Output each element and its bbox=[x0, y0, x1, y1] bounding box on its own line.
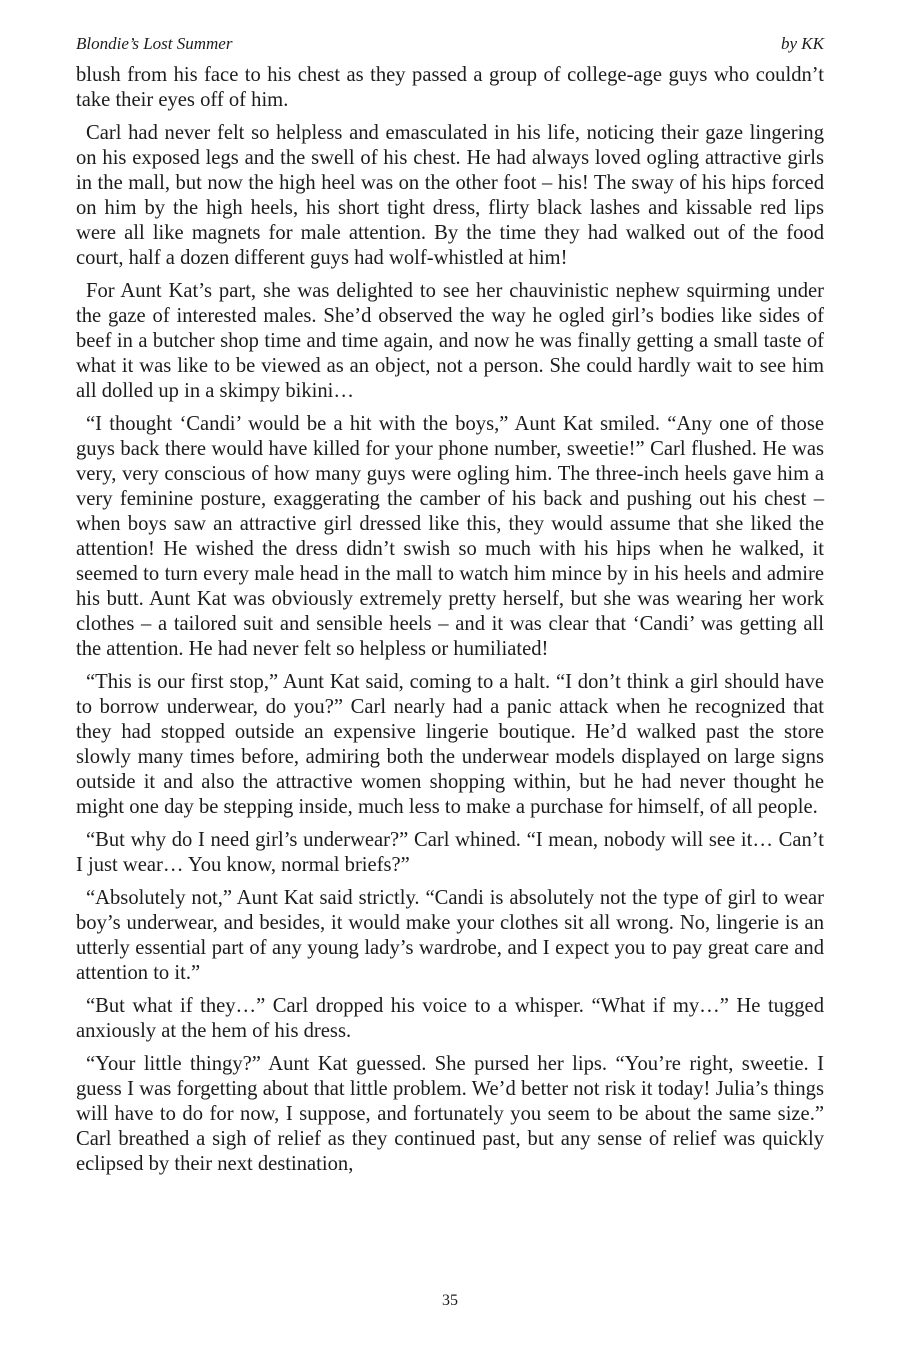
book-title: Blondie’s Lost Summer bbox=[76, 34, 233, 53]
book-page bbox=[76, 34, 824, 1324]
author-byline: by KK bbox=[781, 34, 824, 53]
paragraph: “I thought ‘Candi’ would be a hit with the boys,” Aunt Kat smiled. “Any one of those guys back there would have killed for your phone number, sweetie!” Carl flushed. He was very, very conscious of how many guys were ogling him. The three-inch heels gave him a very feminine posture, exaggerating the camber of his back and pushing out his chest – when boys saw an attractive girl dressed like this, they would assume that she liked the attention! He wished the dress didn’t swish so much with his hips when he walked, it seemed to turn every male head in the mall to watch him mince by in his heels and admire his butt. Aunt Kat was obviously extremely pretty herself, but she was wearing her work clothes – a tailored suit and sensible heels – and it was clear that ‘Candi’ was getting all the attention. He had never felt so helpless or humiliated! bbox=[76, 413, 824, 660]
page-number: 35 bbox=[442, 1292, 458, 1309]
running-header bbox=[76, 34, 824, 54]
paragraph: “Your little thingy?” Aunt Kat guessed. She pursed her lips. “You’re right, sweetie. I guess I was forgetting about that little problem. We’d better not risk it today! Julia’s things will have to do for now, I suppose, and fortunately you seem to be about the same size.” Carl breathed a sigh of relief as they continued past, but any sense of relief was quickly eclipsed by their next destination, bbox=[76, 1053, 824, 1175]
paragraph: “But why do I need girl’s underwear?” Carl whined. “I mean, nobody will see it… Can’t I just wear… You know, normal briefs?” bbox=[76, 829, 824, 876]
paragraph: “But what if they…” Carl dropped his voice to a whisper. “What if my…” He tugged anxiously at the hem of his dress. bbox=[76, 995, 824, 1042]
paragraph: Carl had never felt so helpless and emasculated in his life, noticing their gaze lingering on his exposed legs and the swell of his chest. He had always loved ogling attractive girls in the mall, but now the high heel was on the other foot – his! The sway of his hips forced on him by the high heels, his short tight dress, flirty black lashes and kissable red lips were all like magnets for male attention. By the time they had walked out of the food court, half a dozen different guys had wolf-whistled at him! bbox=[76, 122, 824, 269]
paragraph: “Absolutely not,” Aunt Kat said strictly. “Candi is absolutely not the type of girl to wear boy’s underwear, and besides, it would make your clothes sit all wrong. No, lingerie is an utterly essential part of any young lady’s wardrobe, and I expect you to pay great care and attention to it.” bbox=[76, 887, 824, 984]
paragraph: For Aunt Kat’s part, she was delighted to see her chauvinistic nephew squirming under the gaze of interested males. She’d observed the way he ogled girl’s bodies like sides of beef in a butcher shop time and time again, and now he was finally getting a small taste of what it was like to be viewed as an object, not a person. She could hardly wait to see him all dolled up in a skimpy bikini… bbox=[76, 280, 824, 402]
paragraph-continued: blush from his face to his chest as they passed a group of college-age guys who couldn’t take their eyes off of him. bbox=[76, 64, 824, 111]
body-text bbox=[76, 63, 824, 1177]
paragraph: “This is our first stop,” Aunt Kat said, coming to a halt. “I don’t think a girl should have to borrow underwear, do you?” Carl nearly had a panic attack when he recognized that they had stopped outside an expensive lingerie boutique. He’d walked past the store slowly many times before, admiring both the underwear models displayed on large signs outside it and also the attractive women shopping within, but he had never thought he might one day be stepping inside, much less to make a purchase for himself, of all people. bbox=[76, 671, 824, 818]
